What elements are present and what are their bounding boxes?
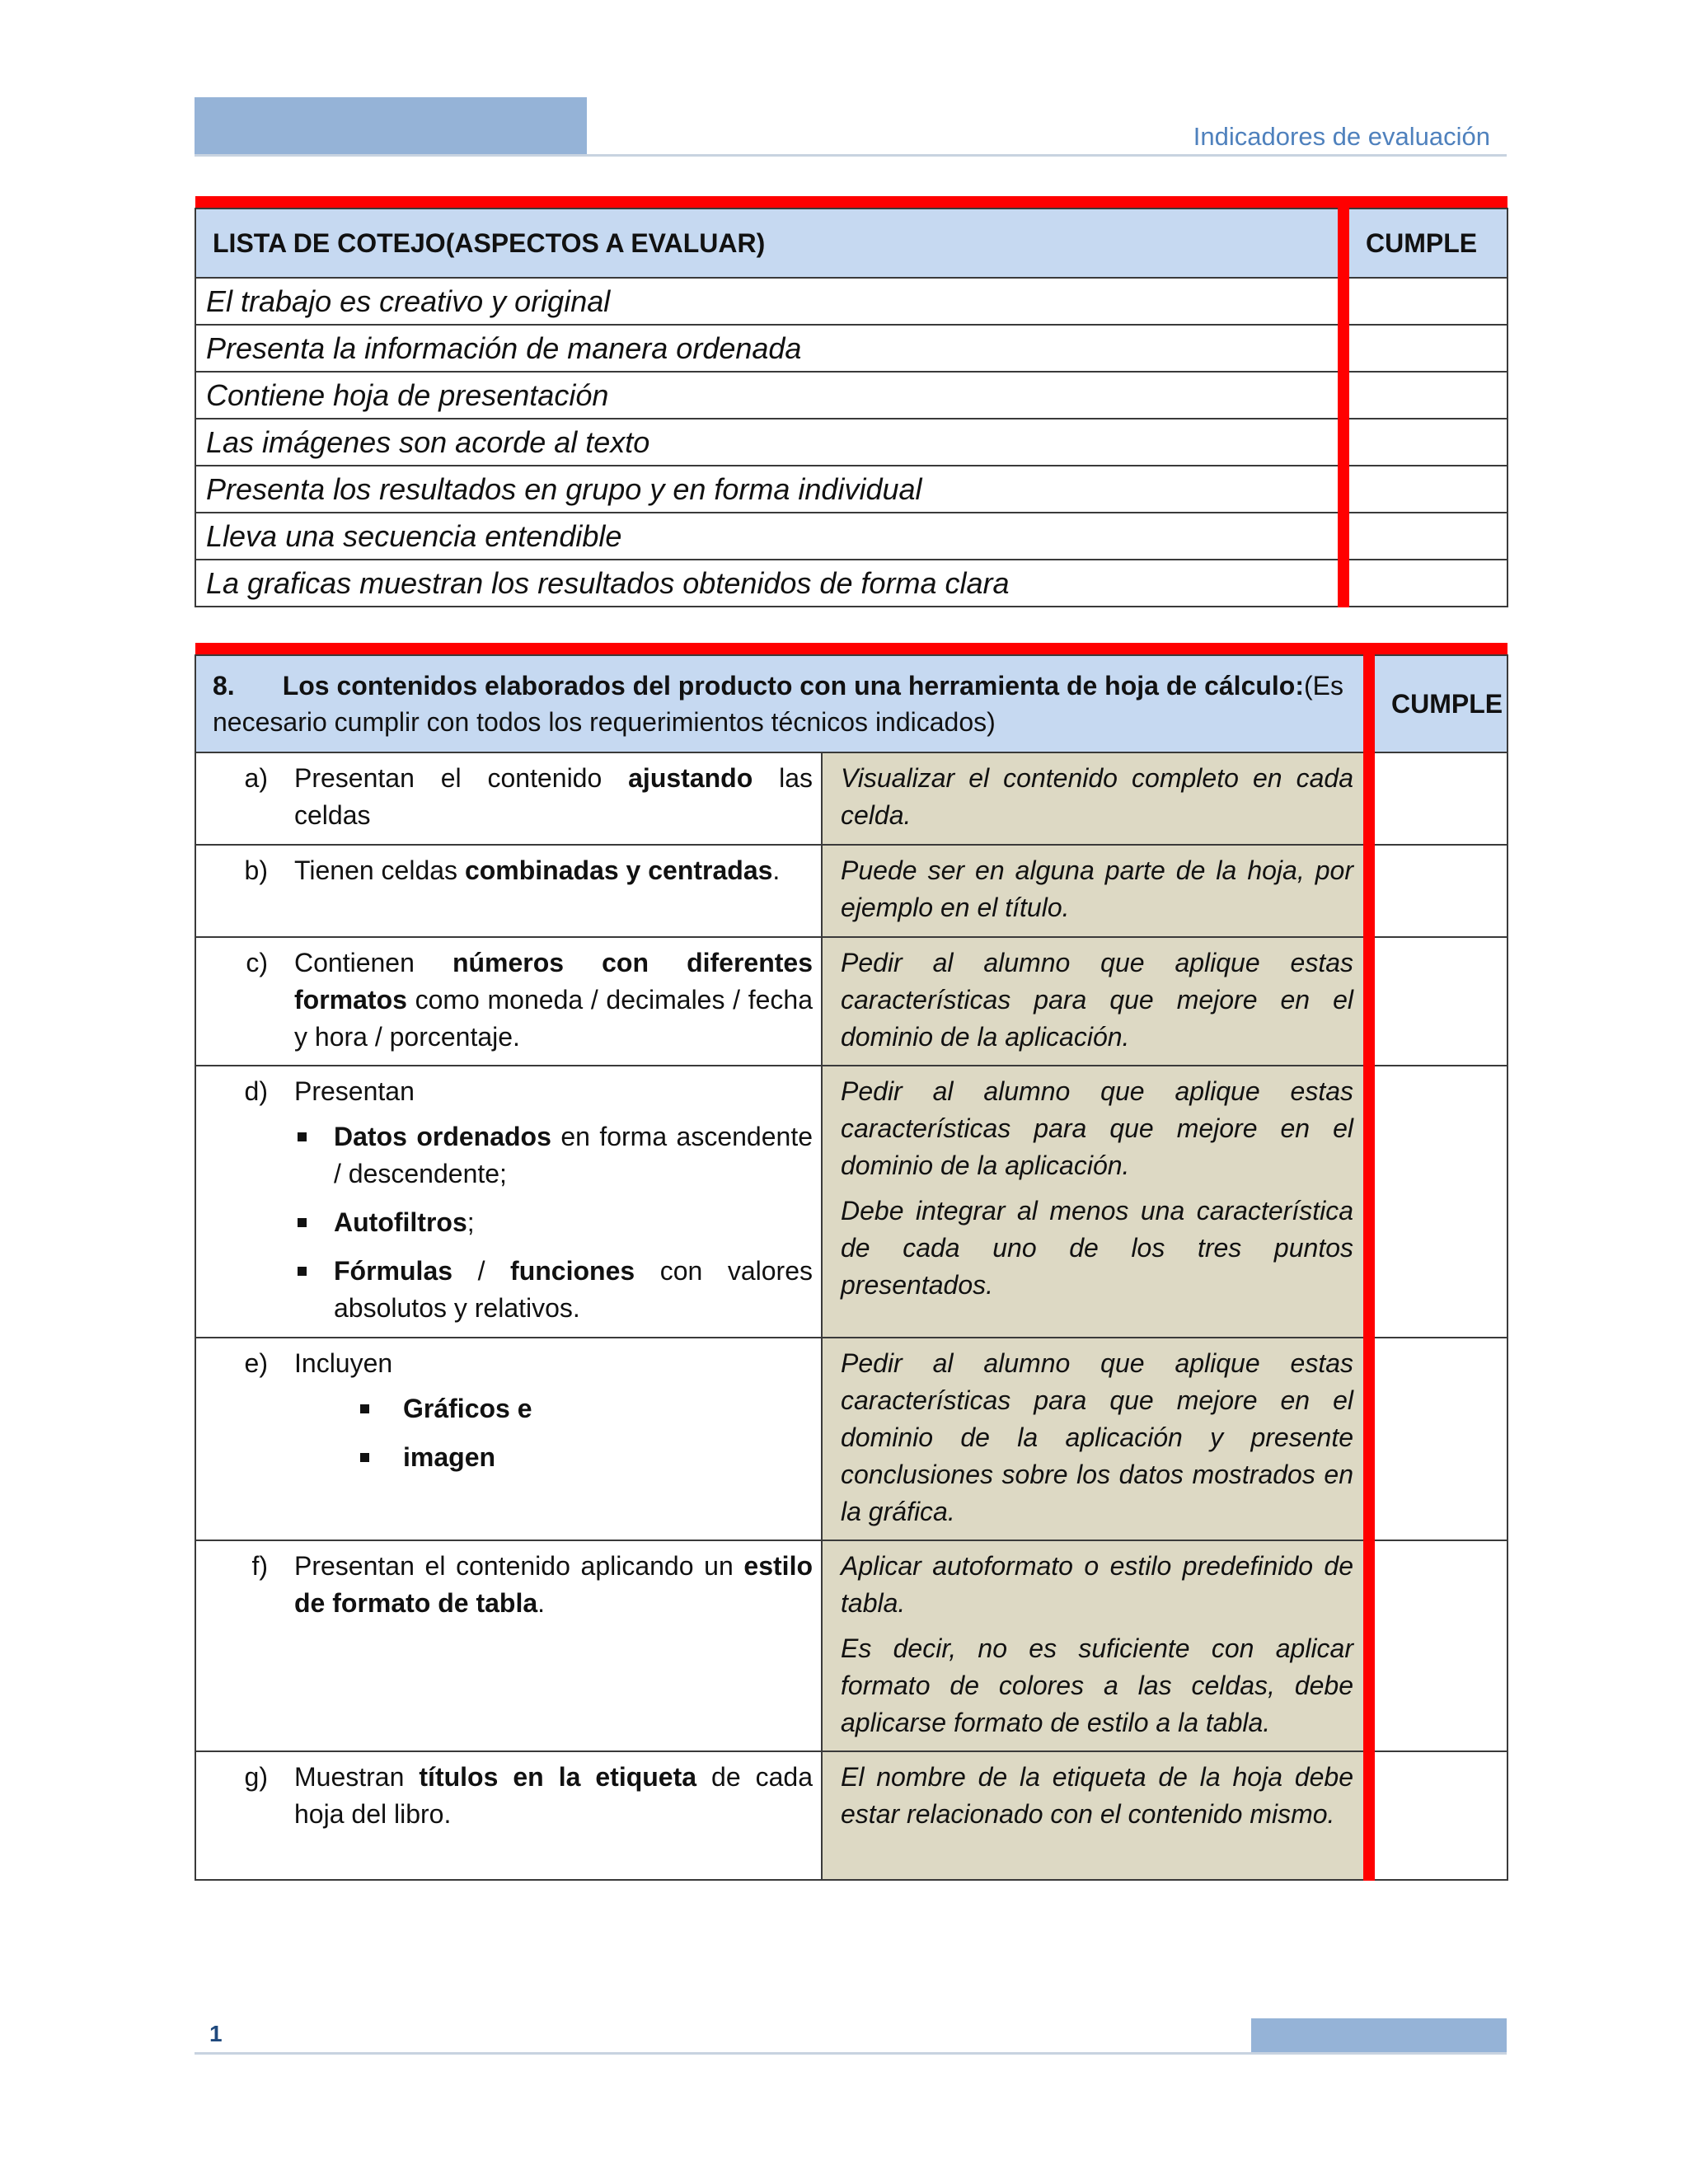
footer-color-block [1251,2018,1507,2052]
cumple-cell[interactable] [1343,513,1507,560]
checklist-aspect: Las imágenes son acorde al texto [195,419,1343,466]
item-note: El nombre de la etiqueta de la hoja debe estar relacionado con el contenido mismo. [822,1751,1369,1880]
item-text: Tienen celdas combinadas y centradas. [294,855,781,885]
cumple-cell[interactable] [1369,845,1507,937]
table-row [195,752,1507,845]
requirements-header [195,655,1369,752]
footer-rule [195,2052,1507,2055]
checklist-aspect: Lleva una secuencia entendible [195,513,1343,560]
item-text: Presentan el contenido ajustando las celdas [294,763,814,830]
item-letter: d) [244,1076,268,1106]
list-item: Datos ordenados en forma ascendente / descendente; [294,1118,813,1193]
header-color-block [195,97,587,155]
page-number: 1 [209,2021,223,2046]
feature-list [294,1118,813,1327]
table-row [195,1540,1507,1751]
cumple-cell[interactable] [1369,937,1507,1066]
list-item: Fórmulas / funciones con valores absolutos y relativos. [294,1253,813,1327]
item-text: Contienen números con diferentes formatos como moneda / decimales / fecha y hora / porcentaje. [294,948,813,1052]
item-note: Aplicar autoformato o estilo predefinido de tabla. Es decir, no es suficiente con aplicar formato de colores a las celdas, debe aplicarse formato de estilo a la tabla. [822,1540,1369,1751]
table-row [195,278,1507,325]
item-note: Pedir al alumno que aplique estas características para que mejore en el dominio de la aplicación y presente conclusiones sobre los datos mostrados en la gráfica. [822,1338,1369,1540]
item-note: Puede ser en alguna parte de la hoja, por ejemplo en el título. [822,845,1369,937]
item-letter: e) [244,1348,268,1378]
cumple-cell[interactable] [1343,372,1507,419]
section-number: 8. [213,671,235,701]
table-row [195,372,1507,419]
cumple-cell[interactable] [1369,1066,1507,1338]
checklist-aspect: Contiene hoja de presentación [195,372,1343,419]
checklist-header-label: LISTA DE COTEJO(ASPECTOS A EVALUAR) [195,209,1343,278]
table-row [195,560,1507,607]
item-letter: a) [244,763,268,793]
feature-list [294,1390,813,1476]
cumple-cell[interactable] [1369,1338,1507,1540]
header-title: Indicadores de evaluación [1193,122,1490,151]
cumple-cell[interactable] [1343,325,1507,372]
table-row [195,845,1507,937]
list-item: imagen [294,1439,813,1476]
checklist-aspect: El trabajo es creativo y original [195,278,1343,325]
cumple-cell[interactable] [1369,1540,1507,1751]
checklist-aspect: La graficas muestran los resultados obtenidos de forma clara [195,560,1343,607]
item-text: Incluyen Gráficos e imagen [294,1345,813,1476]
spreadsheet-requirements-table [195,643,1508,1881]
item-note: Pedir al alumno que aplique estas características para que mejore en el dominio de la aplicación. [822,937,1369,1066]
table-row [195,419,1507,466]
cumple-cell[interactable] [1343,466,1507,513]
table-row [195,513,1507,560]
checklist-header-cumple: CUMPLE [1343,209,1507,278]
table-row [195,1751,1507,1880]
table-row [195,937,1507,1066]
item-letter: c) [246,948,268,977]
table-row [195,325,1507,372]
item-letter: f) [251,1551,268,1581]
checklist-table [195,196,1508,607]
cumple-cell[interactable] [1343,278,1507,325]
item-note: Visualizar el contenido completo en cada celda. [822,752,1369,845]
checklist-aspect: Presenta los resultados en grupo y en forma individual [195,466,1343,513]
item-note: Pedir al alumno que aplique estas características para que mejore en el dominio de la aplicación. Debe integrar al menos una característica de cada uno de los tres puntos presentados. [822,1066,1369,1338]
section-title: Los contenidos elaborados del producto con una herramienta de hoja de cálculo: [282,671,1304,701]
checklist-aspect: Presenta la información de manera ordenada [195,325,1343,372]
item-letter: g) [244,1762,268,1792]
list-item: Autofiltros; [294,1204,813,1241]
item-text: Presentan el contenido aplicando un estilo de formato de tabla. [294,1551,813,1618]
cumple-cell[interactable] [1343,419,1507,466]
item-text: Muestran títulos en la etiqueta de cada hoja del libro. [294,1762,814,1829]
table-row [195,1066,1507,1338]
table-row [195,466,1507,513]
requirements-header-cumple: CUMPLE [1369,655,1507,752]
section-subtitle: (Es necesario cumplir con todos los requerimientos técnicos indicados) [213,671,1343,737]
cumple-cell[interactable] [1343,560,1507,607]
cumple-cell[interactable] [1369,752,1507,845]
item-letter: b) [244,855,268,885]
header-rule [195,154,1507,157]
item-text: Presentan Datos ordenados en forma ascendente / descendente; Autofiltros; Fórmulas / funciones con valores absolutos y relativos. [294,1073,813,1327]
table-row [195,1338,1507,1540]
list-item: Gráficos e [294,1390,813,1427]
cumple-cell[interactable] [1369,1751,1507,1880]
